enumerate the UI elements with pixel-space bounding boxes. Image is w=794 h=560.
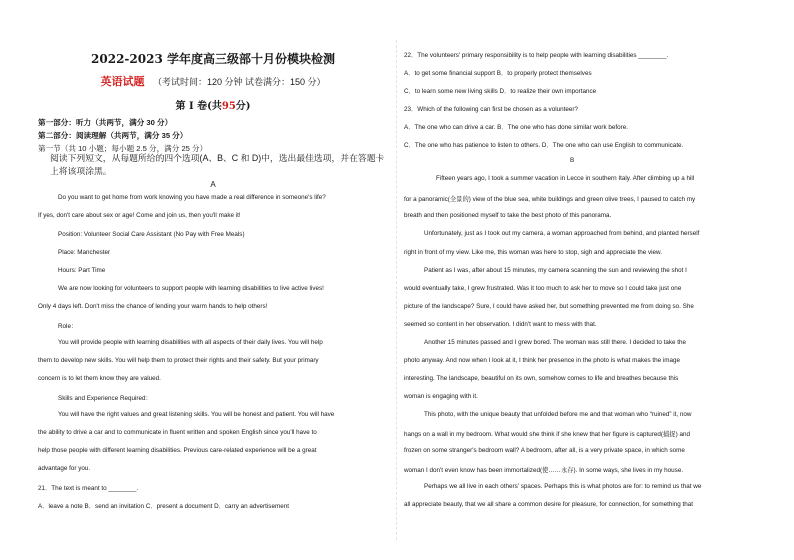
part2-section1-heading: 第一节（共 10 小题；每小题 2.5 分，满分 25 分） bbox=[38, 144, 208, 153]
column-divider bbox=[396, 40, 397, 540]
text-line: Another 15 minutes passed and I grew bored. The woman was still there. I decided to take the bbox=[424, 339, 687, 346]
text-line: woman I don't even know has been immortalized(使……永存). In some ways, she lives in my house. bbox=[404, 467, 684, 474]
text-line: picture of the landscape? Sure, I could have asked her, but something prevented me from doing so. She bbox=[404, 303, 694, 310]
text-line: concern is to let them know they are valued. bbox=[38, 375, 161, 382]
text-line: You will provide people with learning disabilities with all aspects of their daily lives. You will help bbox=[58, 339, 323, 346]
question-22: 22．The volunteers' primary responsibility is to help people with learning disabilities ________. bbox=[404, 52, 669, 59]
text-line: woman is engaging with it. bbox=[404, 393, 478, 400]
text-line: interesting. The landscape, beautiful on its own, somehow comes to life and breathes because this bbox=[404, 375, 679, 382]
text-line: Position: Volunteer Social Care Assistant (No Pay with Free Meals) bbox=[58, 231, 245, 238]
text-line: You will have the right values and great listening skills. You will be honest and patient. You will have bbox=[58, 411, 335, 418]
text-line: We are now looking for volunteers to support people with learning disabilities to live active lives! bbox=[58, 285, 324, 292]
question-23: 23．Which of the following can first be chosen as a volunteer? bbox=[404, 106, 578, 113]
text-line: Skills and Experience Required： bbox=[58, 395, 152, 402]
exam-info: （考试时间：120 分钟 试卷满分：150 分） bbox=[152, 77, 326, 87]
text-line: hangs on a wall in my bedroom. What would she think if she knew that her figure is captured(捕捉) and bbox=[404, 431, 690, 438]
text-line: Hours: Part Time bbox=[58, 267, 106, 274]
exam-subtitle bbox=[38, 73, 388, 89]
text-line: Do you want to get home from work knowing you have made a real difference in someone's life? bbox=[58, 194, 326, 201]
subject-label: 英语试题 bbox=[100, 76, 145, 88]
question-21-options: A．leave a note B．send an invitation C．present a document D．carry an advertisement bbox=[38, 503, 289, 510]
text-line: the ability to drive a car and to communicate in fluent written and spoken English since you'll have to bbox=[38, 429, 317, 436]
text-line: Unfortunately, just as I took out my camera, a woman approached from behind, and planted herself bbox=[424, 230, 700, 237]
text-line: photo anyway. And now when I look at it, I think her presence in the photo is what makes the image bbox=[404, 357, 681, 364]
question-22-options-cd: C．to learn some new living skills D．to realize their own importance bbox=[404, 88, 597, 95]
text-line: If yes, don't care about sex or age! Come and join us, then you'll make it! bbox=[38, 212, 241, 219]
passage-letter-b: B bbox=[570, 157, 575, 164]
question-23-options-ab: A．The one who can drive a car. B．The one who has done similar work before. bbox=[404, 124, 629, 131]
text-line: Perhaps we all live in each others' spaces. Perhaps this is what photos are for: to remind us that we bbox=[424, 483, 702, 490]
text-line: Role： bbox=[58, 323, 78, 330]
text-line: Only 4 days left. Don't miss the chance of lending your warm hands to help others! bbox=[38, 303, 268, 310]
text-line: advantage for you. bbox=[38, 465, 91, 472]
text-line: for a panoramic(全景的) view of the blue sea, white buildings and green olive trees, I paused to catch my bbox=[404, 196, 696, 203]
text-line: Place: Manchester bbox=[58, 249, 111, 256]
instruction-text: 阅读下列短文，从每题所给的四个选项(A、B、C 和 D)中，选出最佳选项，并在答题卡上将该项涂黑。 bbox=[50, 153, 385, 176]
text-line: would eventually take, I grew frustrated. Was it too much to ask her to move so I could take just one bbox=[404, 285, 682, 292]
question-23-options-cd: C．The one who has patience to listen to others. D．The one who can use English to communicate. bbox=[404, 142, 684, 149]
text-line: Fifteen years ago, I took a summer vacation in Lecce in southern Italy. After climbing up a hill bbox=[436, 175, 695, 182]
text-line: help those people with different learning disabilities. Previous care-related experience will be a great bbox=[38, 447, 317, 454]
text-line: frozen on some stranger's bedroom wall? A bedroom, after all, is a very private space, in which some bbox=[404, 447, 685, 454]
section-prefix: 第 Ⅰ 卷(共 bbox=[175, 101, 222, 112]
question-21: 21．The text is meant to ________. bbox=[38, 485, 139, 492]
text-line: right in front of my view. Like me, this woman was here to stop, sigh and appreciate the view. bbox=[404, 249, 662, 256]
question-22-options-ab: A．to get some financial support B．to properly protect themselves bbox=[404, 70, 592, 77]
text-line: Patient as I was, after about 15 minutes, my camera scanning the sun and reviewing the shot I bbox=[424, 267, 687, 274]
text-line: seemed so content in her observation. I didn't want to mess with that. bbox=[404, 321, 597, 328]
section-heading bbox=[38, 97, 388, 112]
section-suffix: 分) bbox=[235, 101, 251, 112]
part2-heading: 第二部分：阅读理解（共两节，满分 35 分） bbox=[38, 131, 188, 140]
text-line: This photo, with the unique beauty that unfolded before me and that woman who “ruined” it, now bbox=[424, 411, 692, 418]
exam-title: 2022-2023 学年度高三级部十月份模块检测 bbox=[91, 52, 335, 66]
text-line: breath and then positioned myself to take the best photo of this panorama. bbox=[404, 212, 612, 219]
text-line: them to develop new skills. You will help them to protect their rights and their safety. But your primary bbox=[38, 357, 319, 364]
part1-heading: 第一部分：听力（共两节，满分 30 分） bbox=[38, 118, 173, 127]
text-line: all appreciate beauty, that we all share a common desire for pleasure, for connection, for something that bbox=[404, 501, 693, 508]
passage-letter-a: A bbox=[210, 180, 216, 189]
section-score: 95 bbox=[221, 101, 236, 112]
